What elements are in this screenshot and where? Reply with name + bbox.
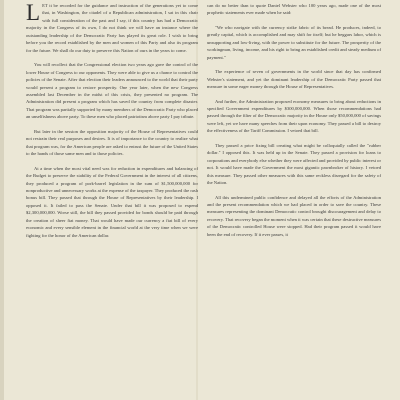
paragraph: But later in the session the opposition majority of the House of Representatives could not restrain their real purposes and desires. It is of importance to the country to realize what that program was, for the American people are asked to entrust the future of the United States to the hands of those same men and to those policies.: [26, 128, 198, 157]
page-fold-shadow: [0, 0, 4, 400]
paragraph: The experience of seven of governments in the world since that day has confirmed Webster's statement, and yet the dominant leadership of the Democratic Party passed that measure in some eager money through the House of Representatives.: [207, 69, 381, 90]
paragraph: At a time when the most vital need was for reduction in expenditures and balancing of the Budget to preserve the stability of the Federal Government in the interest of all citizens, they produced a program of pork-barrel legislation in the sum of $1,500,000,000 for nonproductive and unnecessary works at the expense of the taxpayer. They produced the rash bonus bill. They passed that through the House of Representatives by their leadership. I opposed it. It failed to pass the Senate. Under that bill it was proposed to expend $2,300,000,000. Worse still, the bill they passed provided for bonds should be paid through the creation of sheer fiat money. That would have made our currency a fiat bill of every economic and every sensible element in the financial world at the very time when we were fighting for the honor of the American dollar.: [26, 165, 198, 238]
paragraph: [26, 2, 198, 54]
drop-cap: L: [26, 0, 41, 25]
paragraph-text: ET it be recorded for the guidance and instruction of the generations yet to come that, in Washington, the citadel of a Republican administration, I sat in this chair with full consideration of the past and I say, if this country has had a Democratic majority in the Congress of its own, I do not think we will have an instance where the outstanding leadership of the Democratic Party has played its great role. I wish to bring before you the record established by the men and women of this Party and also its program for the future. We shall do our duty to preserve this Nation of ours in the years to come.: [26, 3, 198, 53]
right-column: [207, 2, 381, 245]
paragraph: You will recollect that the Congressional election two years ago gave the control of the lower House of Congress to our opponents. They were able to give us a chance to control the policies of the Senate. After that election their leaders announced to the world that their party would present a program to restore prosperity. One year later, when the new Congress assembled last December in the midst of this crisis, they presented no program. The Administration did present a program which has saved the country from complete disaster. That program was partially supported by many members of the Democratic Party who placed an unselfishness above party. To these men who placed patriotism above party I pay tribute.: [26, 62, 198, 120]
paragraph: All this undermined public confidence and delayed all the efforts of the Administration and the present recommendation which we had placed in order to save the country. These measures representing the dominant Democratic control brought discouragement and delay to recovery. That recovery began the moment when it was certain that these destructive measures of the Democratic controlled House were stopped. Had their program passed it would have been the end of recovery. If it ever passes, it: [207, 194, 381, 237]
paragraph: can do no better than to quote Daniel Webster who 100 years ago, made one of the most prophetic statements ever made when he said:: [207, 3, 381, 16]
paragraph: And further, the Administration proposed economy measures to bring about reductions in specified Government expenditures by $300,000,000. When those recommendations had passed through the filter of the Democratic majority in the House only $50,000,000 of savings were left, yet we have many speeches from their upon economy. They passed a bill to destroy the effectiveness of the Tariff Commission. I vetoed that bill.: [207, 98, 381, 134]
quotation: "We who navigate with the currency strike fabric of its bread. He produces, indeed, to greatly capital, which is accomplished and may shift for itself; but he beggars labor, which is unsupporting and low-living, with the power to substitute for the future. The prosperity of the workingman, living, income, and his right to bring an established credit and steady medium of payment.": [207, 24, 381, 60]
paragraph: They passed a price fixing bill creating what might be colloquially called the "rubber dollar." I opposed this. It was held up in the Senate. They passed a provision for loans to corporations and everybody else whether they were affected and provided by public interest or not. It would have made the Government the most gigantic pawnbroker of history. I vetoed this measure. They passed other measures with this same reckless disregard for the safety of the Nation.: [207, 142, 381, 186]
left-column: [26, 2, 198, 246]
